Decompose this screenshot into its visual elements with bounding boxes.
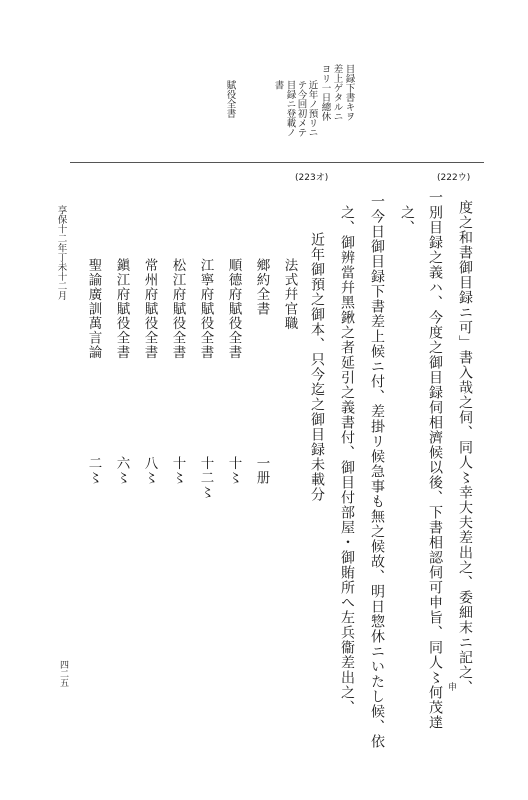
list-item-count: 六〻 bbox=[113, 456, 130, 485]
list-item-title: 鄉約全書 bbox=[253, 258, 270, 316]
body-column-3: 之、 bbox=[399, 205, 415, 235]
page-marker-left: (223オ) bbox=[295, 173, 329, 183]
list-item-count: 二〻 bbox=[85, 456, 102, 485]
body-column-6: 近年御預之御本、只今迄之御目録未載分 bbox=[309, 232, 325, 502]
list-item-count: 一册 bbox=[253, 456, 270, 485]
list-item-title: 順德府賦役全書 bbox=[225, 258, 242, 360]
page-marker-right: (222ウ) bbox=[437, 173, 471, 183]
list-item-count: 十〻 bbox=[169, 456, 186, 485]
header-note-right-3: ヨリ一日總休 bbox=[319, 64, 331, 121]
list-item-count: 十二〻 bbox=[197, 456, 214, 500]
list-item-count: 八〻 bbox=[141, 456, 158, 485]
list-item-count: 十〻 bbox=[225, 456, 242, 485]
margin-date: 享保十二年丁未十二月 bbox=[55, 205, 67, 300]
list-item-title: 江寧府賦役全書 bbox=[197, 258, 214, 360]
header-note-right-7: 書 bbox=[272, 80, 284, 90]
body-column-2: 一別目録之義ハ、今度之御目録伺相濟候以後、下書相認伺可申旨、同人〻何茂達 bbox=[427, 190, 443, 730]
page-number: 四二五 bbox=[58, 660, 68, 687]
header-note-right-2: 差上ゲタルニ bbox=[331, 64, 343, 121]
body-column-1: 度之和書御目録ニ可」書入哉之伺、同人〻幸大夫差出之、委細末ニ記之、 bbox=[457, 200, 473, 695]
list-item-title: 聖諭廣訓萬言論 bbox=[85, 258, 102, 360]
header-note-right-5: テ今回初メテ bbox=[295, 80, 307, 137]
header-divider bbox=[70, 162, 484, 163]
body-column-5: 之、御辨當幷黑鍬之者延引之義書付、御目付部屋・御賄所へ左兵衞差出之、 bbox=[339, 205, 355, 715]
list-heading: 法式幷官職 bbox=[281, 258, 298, 331]
header-note-left: 賦役全書 bbox=[224, 80, 236, 118]
body-annotation: 申 bbox=[446, 682, 456, 691]
header-note-right-6: 目録ニ登載ノ bbox=[284, 80, 296, 137]
body-column-4: 一今日御目録下書差上候ニ付、差掛リ候急事も無之候故、明日惣休ニいたし候、依 bbox=[369, 194, 385, 749]
list-item-title: 常州府賦役全書 bbox=[141, 258, 158, 360]
list-item-title: 鎭江府賦役全書 bbox=[113, 258, 130, 360]
header-note-right-1: 目録下書キヲ bbox=[343, 64, 355, 121]
header-note-right-4: 近年ノ預リニ bbox=[306, 80, 318, 137]
list-item-title: 松江府賦役全書 bbox=[169, 258, 186, 360]
